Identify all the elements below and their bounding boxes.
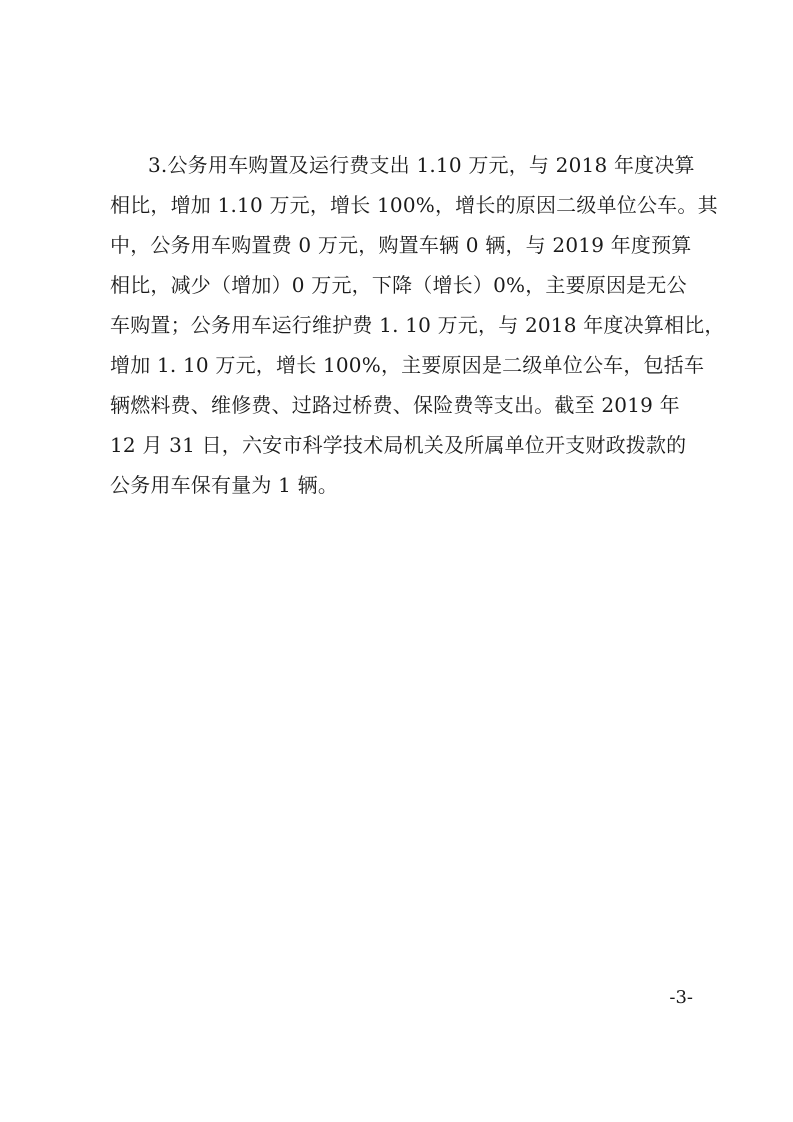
- paragraph-vehicle-expenses: [110, 145, 725, 505]
- paragraph-line: 辆燃料费、维修费、过路过桥费、保险费等支出。截至 2019 年: [110, 393, 680, 417]
- paragraph-line: 公务用车保有量为 1 辆。: [110, 473, 339, 497]
- paragraph-line: 增加 1. 10 万元，增长 100%，主要原因是二级单位公车，包括车: [110, 353, 705, 377]
- paragraph-line: 12 月 31 日，六安市科学技术局机关及所属单位开支财政拨款的: [110, 433, 687, 457]
- paragraph-line: 3.公务用车购置及运行费支出 1.10 万元，与 2018 年度决算: [148, 153, 695, 177]
- paragraph-line: 相比，增加 1.10 万元，增长 100%，增长的原因二级单位公车。其: [110, 193, 718, 217]
- paragraph-line: 相比，减少（增加）0 万元，下降（增长）0%，主要原因是无公: [110, 273, 687, 297]
- paragraph-line: 中，公务用车购置费 0 万元，购置车辆 0 辆，与 2019 年度预算: [110, 233, 692, 257]
- page-number: -3-: [669, 987, 693, 1008]
- paragraph-line: 车购置；公务用车运行维护费 1. 10 万元，与 2018 年度决算相比，: [110, 313, 725, 337]
